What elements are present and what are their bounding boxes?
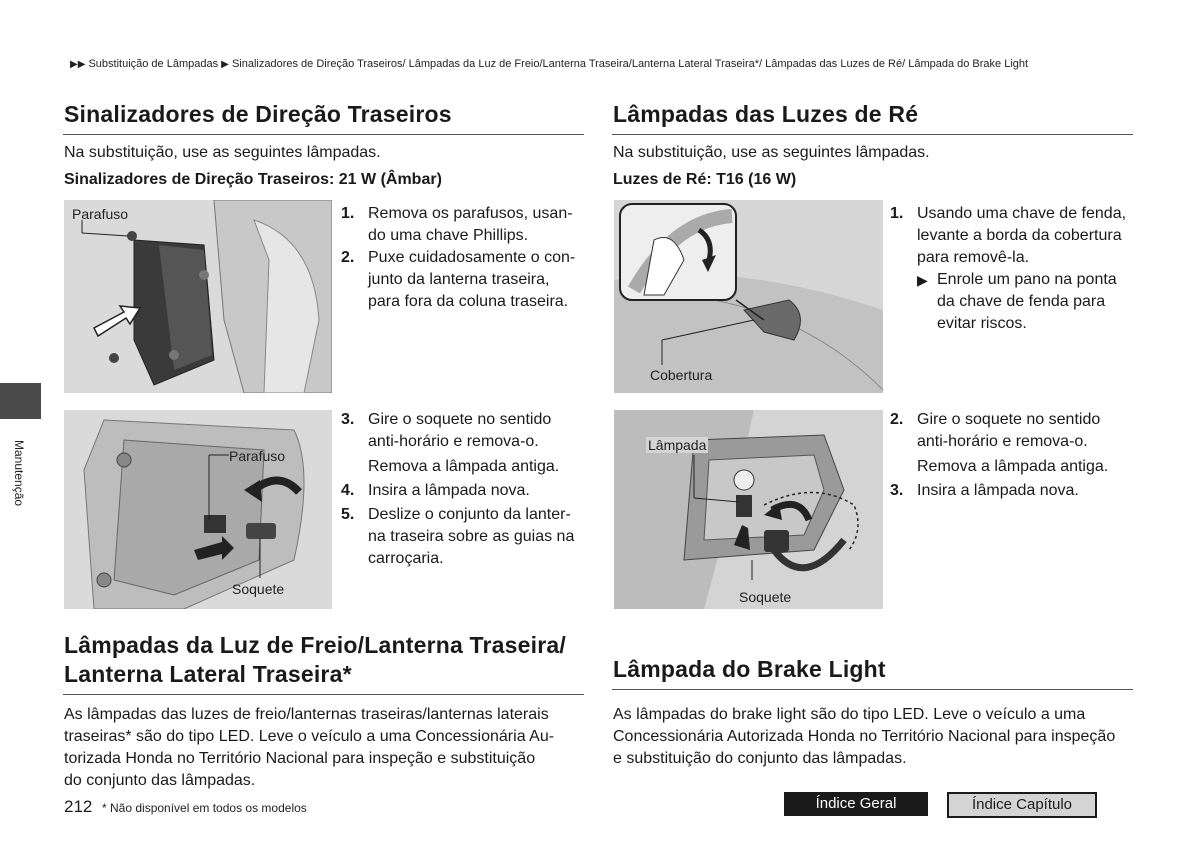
step-text: junto da lanterna traseira, xyxy=(368,271,550,288)
section-title: Lanterna Lateral Traseira* xyxy=(64,661,352,687)
step-number: 4. xyxy=(341,482,355,499)
step-text: Insira a lâmpada nova. xyxy=(917,482,1079,499)
note-text: evitar riscos. xyxy=(937,315,1027,332)
step-text: para fora da coluna traseira. xyxy=(368,293,569,310)
note-text: da chave de fenda para xyxy=(937,293,1106,310)
text-line: Concessionária Autorizada Honda no Território Nacional para inspeção xyxy=(613,728,1116,745)
step-text: Gire o soquete no sentido xyxy=(917,411,1101,428)
step-text: Insira a lâmpada nova. xyxy=(368,482,530,499)
text-line: As lâmpadas do brake light são do tipo LED. Leve o veículo a uma xyxy=(613,706,1086,723)
brake-light-text xyxy=(64,704,584,792)
step-number: 5. xyxy=(341,506,355,523)
step-text: anti-horário e remova-o. xyxy=(917,433,1088,450)
bulb-spec: Sinalizadores de Direção Traseiros: 21 W (Âmbar) xyxy=(64,171,442,188)
intro-text: Na substituição, use as seguintes lâmpadas. xyxy=(64,144,381,161)
tail-light-removal-figure xyxy=(64,200,332,393)
text-line: As lâmpadas das luzes de freio/lanternas traseiras/lanternas laterais xyxy=(64,706,549,723)
figure-label-cover: Cobertura xyxy=(650,367,713,383)
triangle-right-icon: ▶ xyxy=(917,272,928,288)
breadcrumb xyxy=(70,58,1028,70)
double-arrow-icon: ▶▶ xyxy=(70,59,86,70)
step-text: Usando uma chave de fenda, xyxy=(917,205,1127,222)
figure-label-bulb: Lâmpada xyxy=(648,437,707,453)
section-title: Lâmpada do Brake Light xyxy=(613,656,886,682)
intro-text: Na substituição, use as seguintes lâmpadas. xyxy=(613,144,930,161)
breadcrumb-item[interactable]: Substituição de Lâmpadas xyxy=(88,58,219,70)
step-number: 1. xyxy=(341,205,355,222)
step-text: na traseira sobre as guias na xyxy=(368,528,575,545)
brake-light-text xyxy=(613,704,1135,770)
step-number: 2. xyxy=(341,249,355,266)
note-text: Enrole um pano na ponta xyxy=(937,271,1117,288)
step-number: 3. xyxy=(341,411,355,428)
step-text: do uma chave Phillips. xyxy=(368,227,529,244)
text-line: traseiras* são do tipo LED. Leve o veículo a uma Concessionária Au- xyxy=(64,728,555,745)
footnote: * Não disponível em todos os modelos xyxy=(102,801,307,815)
breadcrumb-item[interactable]: Sinalizadores de Direção Traseiros/ Lâmpadas da Luz de Freio/Lanterna Traseira/Lanterna Lateral Traseira*/ Lâmpadas das Luzes de Ré/ Lâmpada do Brake Light xyxy=(231,58,1029,70)
step-number: 3. xyxy=(890,482,904,499)
step-text: anti-horário e remova-o. xyxy=(368,433,539,450)
text-line: torizada Honda no Território Nacional para inspeção e substituição xyxy=(64,750,536,767)
arrow-icon: ▶ xyxy=(221,59,229,70)
divider xyxy=(612,134,1133,135)
section-title: Lâmpadas das Luzes de Ré xyxy=(613,101,919,127)
step-text: Remova a lâmpada antiga. xyxy=(368,458,560,475)
text-line: e substituição do conjunto das lâmpadas. xyxy=(613,750,907,767)
step-text: carroçaria. xyxy=(368,550,444,567)
chapter-index-button[interactable]: Índice Capítulo xyxy=(947,792,1097,818)
section-title: Lâmpadas da Luz de Freio/Lanterna Traseira/ xyxy=(64,632,566,658)
step-text: Puxe cuidadosamente o con- xyxy=(368,249,576,266)
step-text: Remova os parafusos, usan- xyxy=(368,205,573,222)
page-number: 212 xyxy=(64,797,93,816)
chapter-tab-label: Manutenção xyxy=(12,440,26,507)
step-text: Deslize o conjunto da lanter- xyxy=(368,506,571,523)
step-text: Gire o soquete no sentido xyxy=(368,411,552,428)
step-text: levante a borda da cobertura xyxy=(917,227,1122,244)
divider xyxy=(612,689,1133,690)
figure-label-socket: Soquete xyxy=(232,581,285,597)
step-number: 2. xyxy=(890,411,904,428)
step-number: 1. xyxy=(890,205,904,222)
figure-label-screw: Parafuso xyxy=(229,448,286,464)
step-text: para removê-la. xyxy=(917,249,1030,266)
divider xyxy=(63,694,584,695)
text-line: do conjunto das lâmpadas. xyxy=(64,772,256,789)
section-title: Sinalizadores de Direção Traseiros xyxy=(64,101,452,127)
chapter-tab xyxy=(0,383,41,419)
figure-label-socket: Soquete xyxy=(739,589,792,605)
divider xyxy=(63,134,584,135)
figure-label-screw: Parafuso xyxy=(72,206,129,222)
bulb-spec: Luzes de Ré: T16 (16 W) xyxy=(613,171,797,188)
cover-removal-figure xyxy=(614,200,883,393)
step-text: Remova a lâmpada antiga. xyxy=(917,458,1109,475)
socket-removal-figure xyxy=(64,410,332,609)
general-index-button[interactable]: Índice Geral xyxy=(784,792,928,816)
note xyxy=(917,269,1137,335)
